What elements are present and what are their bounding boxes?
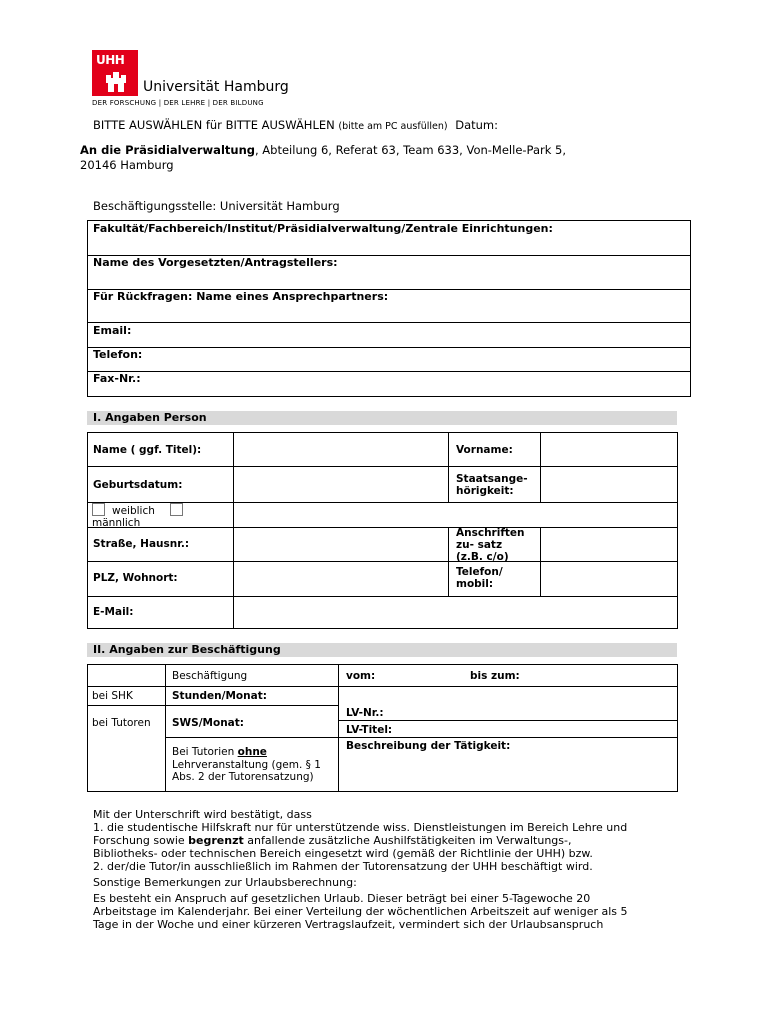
vacation-text-2: Arbeitstage im Kalenderjahr. Bei einer Verteilung der wöchentlichen Arbeitszeit auf weniger als 5 (93, 905, 628, 918)
from-label: vom: (346, 670, 376, 682)
selection-dropdown-1[interactable]: BITTE AUSWÄHLEN (93, 118, 203, 132)
hours-label: Stunden/Monat: (172, 690, 267, 702)
tutor-note: Bei Tutorien ohne Lehrveranstaltung (gem. § 1 Abs. 2 der Tutorensatzung) (172, 746, 321, 783)
nationality-field[interactable] (541, 467, 677, 502)
mobile-field[interactable] (541, 562, 677, 596)
shk-label: bei SHK (92, 690, 133, 702)
lv-title-label: LV-Titel: (346, 724, 393, 736)
zip-city-label: PLZ, Wohnort: (93, 572, 178, 584)
section1-title: I. Angaben Person (93, 411, 207, 424)
logo-mark-text: UHH (96, 53, 125, 67)
email-label: Email: (93, 324, 132, 337)
person-email-label: E-Mail: (93, 606, 134, 618)
sws-label: SWS/Monat: (172, 717, 244, 729)
uhh-logo-mark (92, 50, 138, 96)
date-label: Datum: (455, 118, 499, 132)
male-checkbox[interactable] (170, 503, 183, 516)
university-tagline: DER FORSCHUNG | DER LEHRE | DER BILDUNG (92, 99, 264, 107)
employer-line: Beschäftigungsstelle: Universität Hamburg (93, 199, 340, 213)
fill-note: (bitte am PC ausfüllen) (338, 121, 448, 132)
vacation-text-3: Tage in der Woche und einer kürzeren Vertragslaufzeit, vermindert sich der Urlaubsanspruch (93, 918, 604, 931)
name-field[interactable] (234, 433, 448, 466)
castle-icon (106, 70, 126, 92)
confirmation-point-1b: Forschung sowie begrenzt anfallende zusätzliche Aushilfstätigkeiten im Verwaltungs-, (93, 834, 572, 847)
zip-city-field[interactable] (234, 562, 448, 596)
confirmation-point-2: 2. der/die Tutor/in ausschließlich im Rahmen der Tutorensatzung der UHH beschäftigt wird. (93, 860, 593, 873)
birth-date-label: Geburtsdatum: (93, 479, 183, 491)
selection-line: BITTE AUSWÄHLEN für BITTE AUSWÄHLEN (bitte am PC ausfüllen) Datum: (93, 118, 499, 132)
name-label: Name ( ggf. Titel): (93, 444, 202, 456)
section2-title: II. Angaben zur Beschäftigung (93, 643, 281, 656)
street-field[interactable] (234, 528, 448, 561)
nationality-label: Staatsange- hörigkeit: (456, 473, 528, 497)
person-email-field[interactable] (234, 597, 677, 628)
lv-nr-label: LV-Nr.: (346, 707, 384, 719)
first-name-field[interactable] (541, 433, 677, 466)
confirmation-point-1c: Bibliotheks- oder technischen Bereich eingesetzt wird (gemäß der Richtlinie der UHH) bzw. (93, 847, 593, 860)
female-label: weiblich (112, 505, 155, 517)
vacation-remarks-heading: Sonstige Bemerkungen zur Urlaubsberechnung: (93, 876, 357, 889)
faculty-label: Fakultät/Fachbereich/Institut/Präsidialverwaltung/Zentrale Einrichtungen: (93, 222, 553, 235)
contact-person-label: Für Rückfragen: Name eines Ansprechpartners: (93, 290, 389, 303)
address-block: An die Präsidialverwaltung, Abteilung 6, Referat 63, Team 633, Von-Melle-Park 5, 20146 Hamburg (80, 143, 567, 172)
mobile-label: Telefon/ mobil: (456, 566, 503, 590)
female-checkbox[interactable] (92, 503, 105, 516)
selection-dropdown-2[interactable]: BITTE AUSWÄHLEN (225, 118, 335, 132)
address-addition-label: Anschriften zu- satz (z.B. c/o) (456, 527, 525, 563)
fax-label: Fax-Nr.: (93, 372, 141, 385)
birth-date-field[interactable] (234, 467, 448, 502)
first-name-label: Vorname: (456, 444, 513, 456)
address-addition-field[interactable] (541, 528, 677, 561)
confirmation-point-1: 1. die studentische Hilfskraft nur für unterstützende wiss. Dienstleistungen im Bereich Lehre und (93, 821, 628, 834)
street-label: Straße, Hausnr.: (93, 538, 190, 550)
description-label: Beschreibung der Tätigkeit: (346, 740, 511, 752)
university-name: Universität Hamburg (143, 79, 289, 95)
confirmation-intro: Mit der Unterschrift wird bestätigt, dass (93, 808, 312, 821)
employment-label: Beschäftigung (172, 670, 248, 682)
male-label: männlich (92, 517, 141, 526)
supervisor-label: Name des Vorgesetzten/Antragstellers: (93, 256, 338, 269)
phone-label: Telefon: (93, 348, 143, 361)
tutors-label: bei Tutoren (92, 717, 151, 729)
vacation-text-1: Es besteht ein Anspruch auf gesetzlichen Urlaub. Dieser beträgt bei einer 5-Tagewoche 20 (93, 892, 591, 905)
until-label: bis zum: (470, 670, 520, 682)
